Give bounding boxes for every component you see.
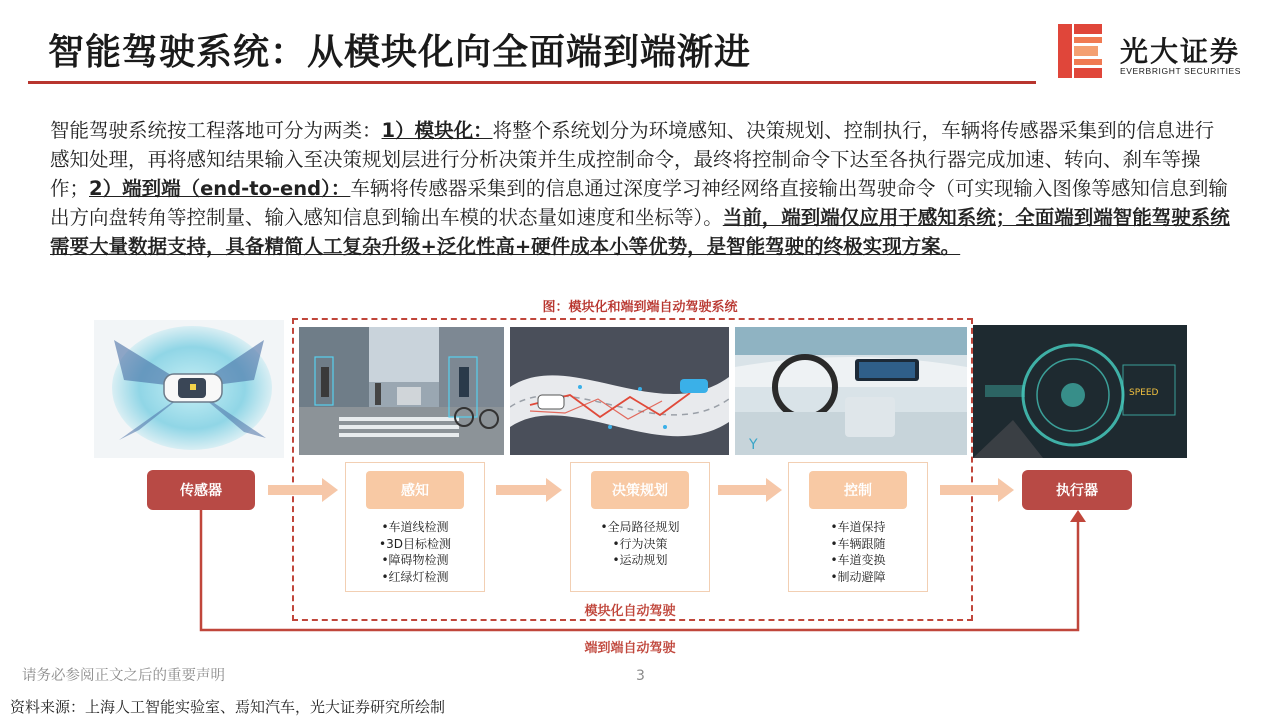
module-control-title: 控制 [809,471,907,509]
end-to-end-label: 端到端自动驾驶 [584,641,676,656]
arrow-right-icon [268,478,338,502]
list-item: •车道线检测 [381,520,449,534]
sensor-block: 传感器 [147,470,255,510]
brand-name-en: EVERBRIGHT SECURITIES [1120,66,1242,76]
page-number: 3 [636,668,645,684]
body-modular-heading: 1）模块化： [381,119,493,142]
module-perception-title: 感知 [366,471,464,509]
list-item: •全局路径规划 [600,520,680,534]
dashboard-text: SPEED [1129,388,1159,398]
list-item: •行为决策 [612,536,668,551]
dashboard-hud-image [973,325,1187,458]
title-underline [28,81,1036,84]
actuator-block: 执行器 [1022,470,1132,510]
arrow-right-icon [496,478,562,502]
list-item: •车辆跟随 [830,536,886,551]
brand-name-cn: 光大证券 [1120,35,1241,68]
list-item: •红绿灯检测 [381,569,449,584]
everbright-logo [1058,24,1102,78]
module-planning-title: 决策规划 [591,471,689,509]
planning-road-image [510,327,729,455]
list-item: •制动避障 [830,569,886,584]
car-interior-image [735,327,967,455]
list-item: •运动规划 [612,553,668,567]
list-item: •车道变换 [830,553,886,567]
source-note: 资料来源：上海人工智能实验室、焉知汽车，光大证券研究所绘制 [10,698,446,716]
body-conclusion: 当前，端到端仅应用于感知系统；全面端到端智能驾驶系统需要大量数据支持，具备精简人工复杂升级+泛化性高+硬件成本小等优势，是智能驾驶的终极实现方案。 [50,206,1230,258]
arrow-right-icon [718,478,782,502]
street-perception-image [299,327,504,455]
body-modular-text: 将整个系统划分为环境感知、决策规划、控制执行，车辆将传感器采集到的信息进行感知处理，再将感知结果输入至决策规划层进行分析决策并生成控制命令，最终将控制命令下达至各执行器完成加速、转向、刹车等操作； [50,119,1215,200]
arrow-right-icon [940,478,1014,502]
body-e2e-text: 车辆将传感器采集到的信息通过深度学习神经网络直接输出驾驶命令（可实现输入图像等感知信息到输出方向盘转角等控制量、输入感知信息到输出车模的状态量如速度和坐标等）。 [50,177,1228,229]
body-paragraph [50,116,1230,261]
body-intro: 智能驾驶系统按工程落地可分为两类： [50,119,382,142]
list-item: •障碍物检测 [381,553,449,567]
modular-label: 模块化自动驾驶 [584,604,676,619]
disclaimer-note: 请务必参阅正文之后的重要声明 [22,668,225,684]
figure-caption: 图：模块化和端到端自动驾驶系统 [542,300,738,315]
body-e2e-heading: 2）端到端（end-to-end）： [89,177,351,200]
list-item: •车道保持 [830,520,886,534]
list-item: •3D目标检测 [379,536,451,551]
sensor-car-image [94,320,284,458]
page-title: 智能驾驶系统：从模块化向全面端到端渐进 [48,32,752,73]
svg-text:Y: Y [749,437,758,453]
